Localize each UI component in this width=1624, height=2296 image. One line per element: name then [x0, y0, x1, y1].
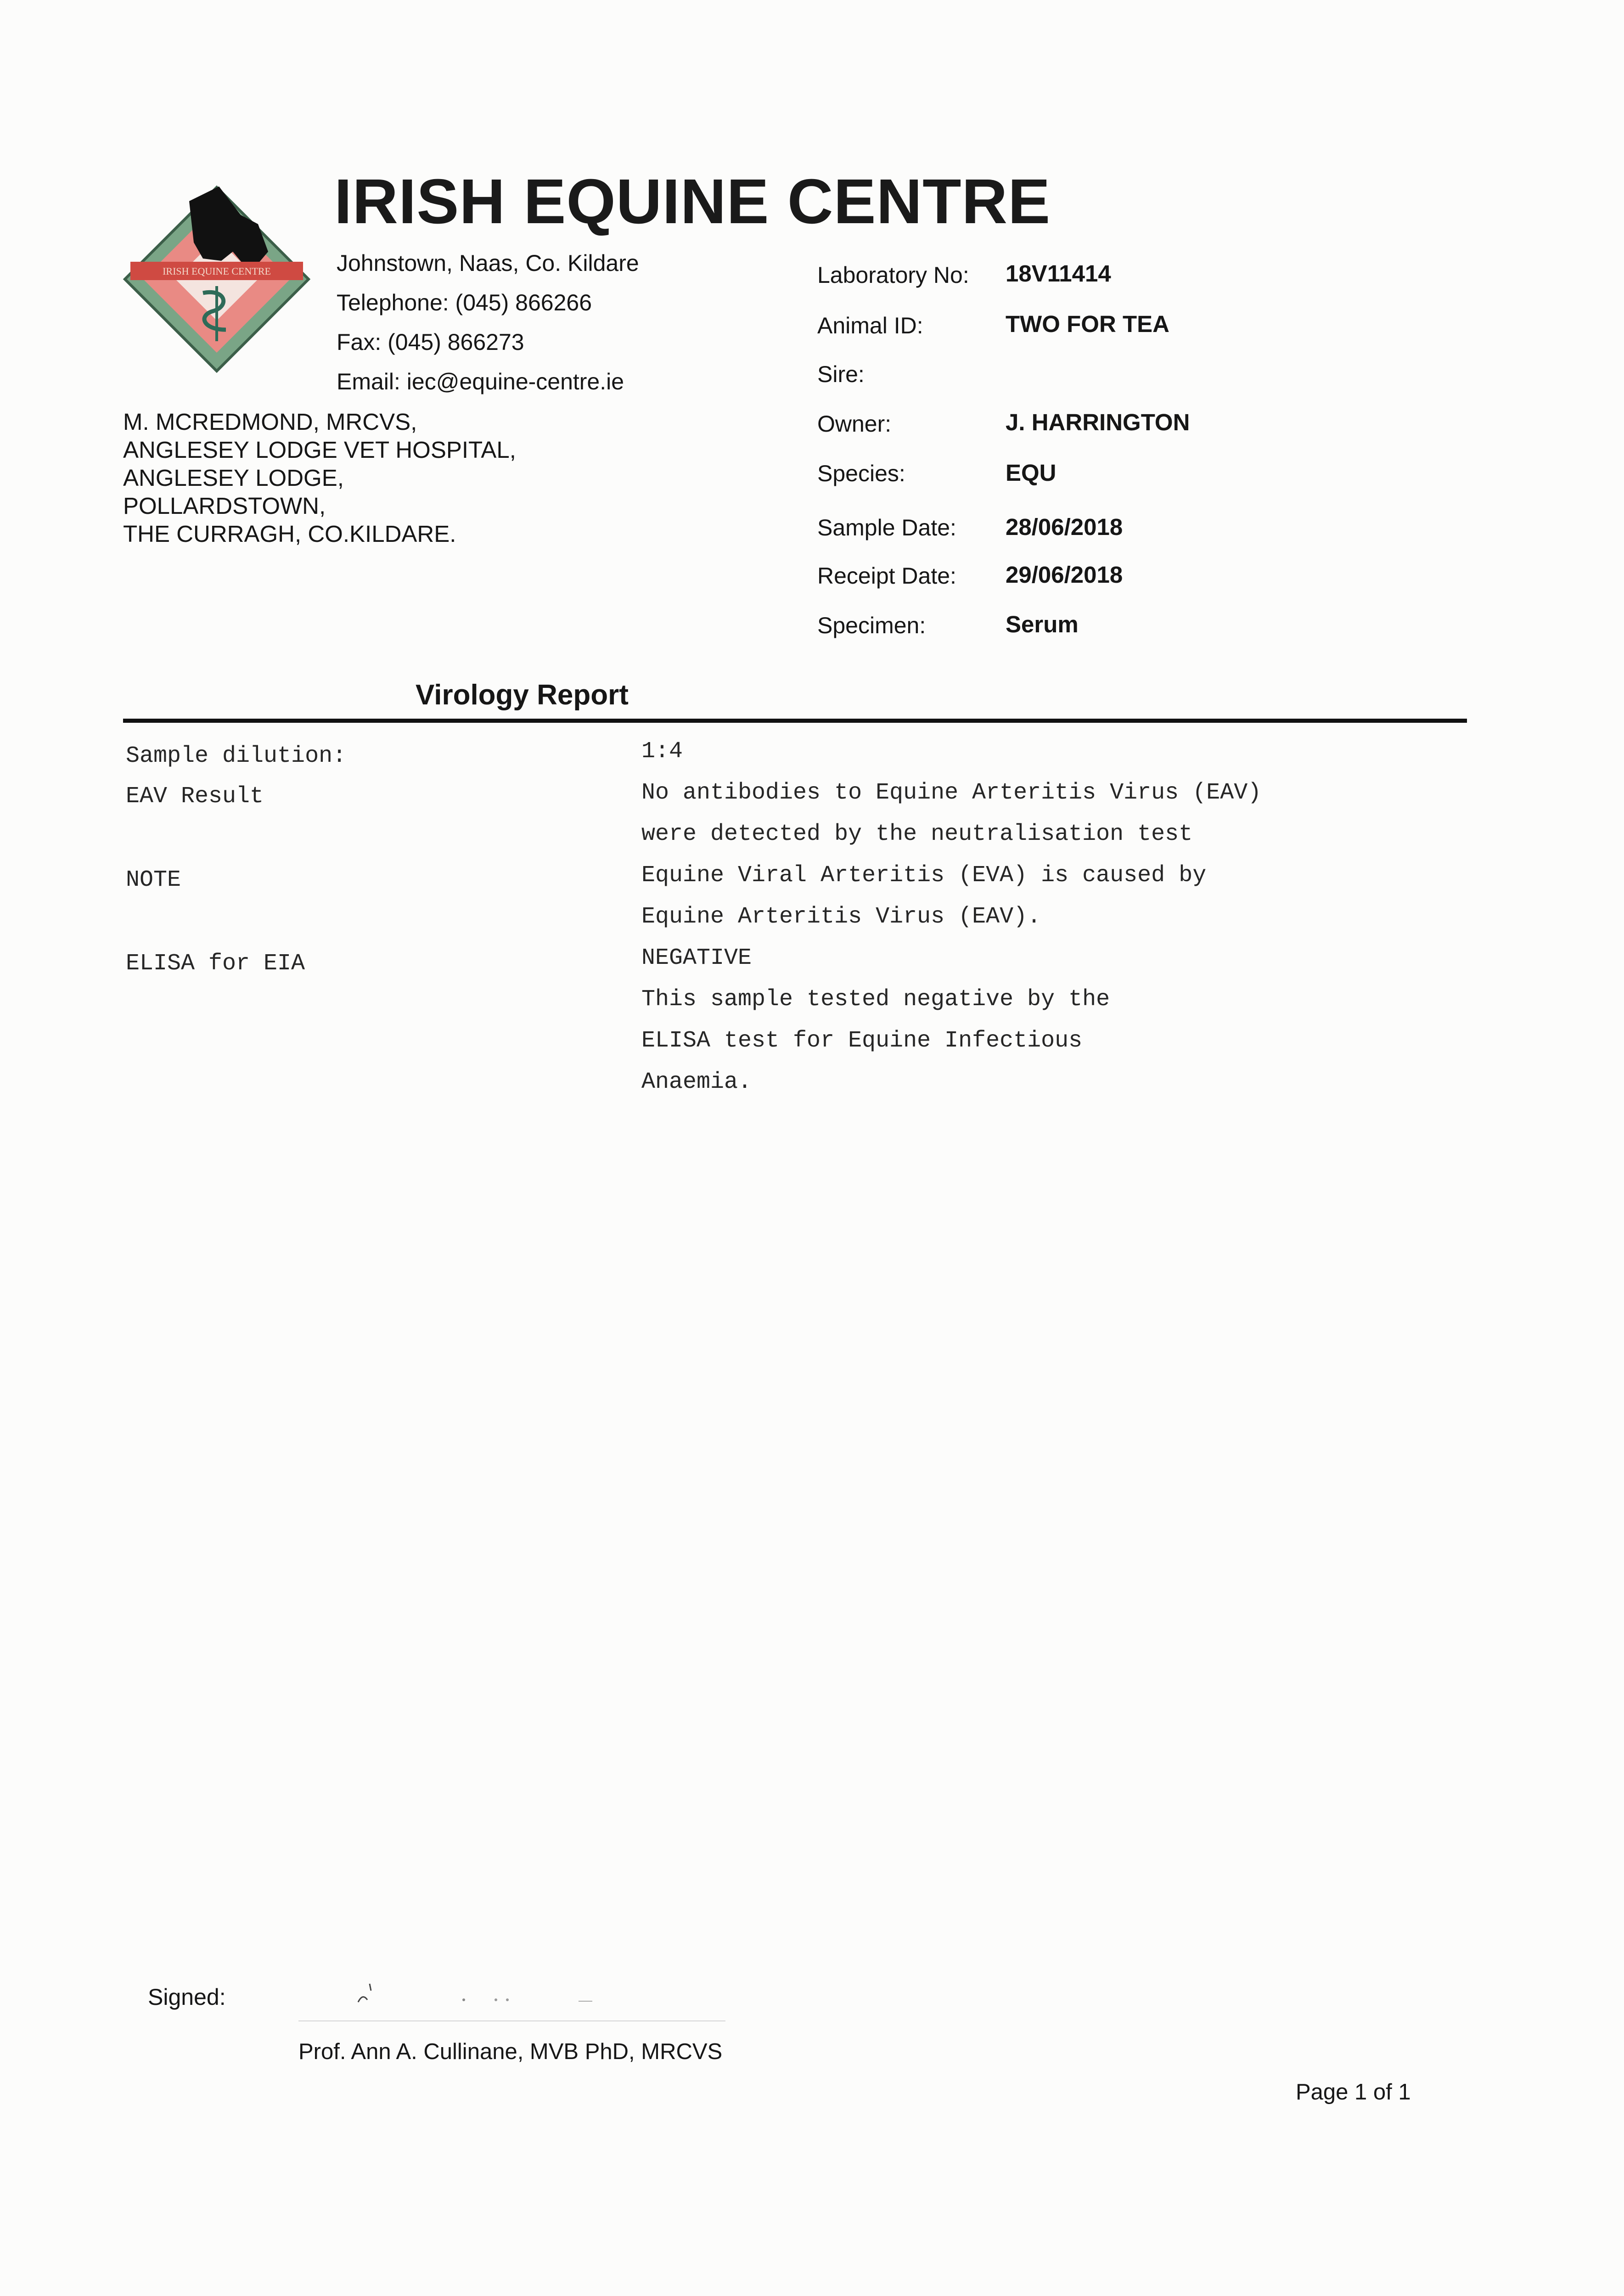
signature [349, 1975, 634, 2016]
recipient-line: THE CURRAGH, CO.KILDARE. [123, 521, 456, 547]
divider [123, 719, 1467, 723]
signature-line [298, 2020, 725, 2021]
result-line: No antibodies to Equine Arteritis Virus (EAV) [641, 780, 1262, 806]
contact-block [337, 243, 639, 401]
report-title: Virology Report [416, 679, 629, 711]
owner-value: J. HARRINGTON [1006, 409, 1190, 435]
sire-label: Sire: [817, 361, 865, 387]
signed-label: Signed: [148, 1984, 226, 2010]
recipient-line: ANGLESEY LODGE, [123, 465, 344, 491]
elisa-label: ELISA for EIA [126, 951, 305, 977]
organization-name: IRISH EQUINE CENTRE [334, 166, 1051, 237]
result-line: ELISA test for Equine Infectious [641, 1028, 1083, 1054]
result-line: This sample tested negative by the [641, 986, 1110, 1013]
result-line: were detected by the neutralisation test [641, 821, 1193, 847]
sample-dilution-label: Sample dilution: [126, 743, 347, 769]
animal-id-value: TWO FOR TEA [1006, 311, 1169, 337]
result-line: 1:4 [641, 738, 683, 765]
eav-result-label: EAV Result [126, 783, 264, 810]
email: Email: iec@equine-centre.ie [337, 369, 624, 394]
species-label: Species: [817, 461, 905, 486]
result-line: Equine Viral Arteritis (EVA) is caused by [641, 862, 1207, 889]
specimen-value: Serum [1006, 611, 1079, 637]
recipient-line: ANGLESEY LODGE VET HOSPITAL, [123, 437, 516, 463]
result-line: NEGATIVE [641, 945, 752, 971]
species-value: EQU [1006, 460, 1056, 486]
irish-equine-centre-logo [120, 183, 313, 376]
laboratory-no-label: Laboratory No: [817, 262, 969, 288]
logo-banner-text: IRISH EQUINE CENTRE [163, 265, 271, 277]
owner-label: Owner: [817, 411, 892, 437]
report-results [641, 731, 1261, 1103]
signatory-name: Prof. Ann A. Cullinane, MVB PhD, MRCVS [298, 2039, 723, 2064]
result-line: Anaemia. [641, 1069, 752, 1095]
result-line: Equine Arteritis Virus (EAV). [641, 904, 1041, 930]
receipt-date-label: Receipt Date: [817, 563, 956, 589]
animal-id-label: Animal ID: [817, 313, 923, 338]
telephone: Telephone: (045) 866266 [337, 290, 592, 315]
fax: Fax: (045) 866273 [337, 329, 524, 355]
recipient-address [123, 408, 516, 548]
laboratory-no-value: 18V11414 [1006, 260, 1111, 287]
organization-address: Johnstown, Naas, Co. Kildare [337, 250, 639, 276]
sample-date-label: Sample Date: [817, 515, 956, 540]
specimen-label: Specimen: [817, 613, 926, 638]
recipient-line: POLLARDSTOWN, [123, 493, 326, 519]
page-number: Page 1 of 1 [1296, 2080, 1411, 2105]
receipt-date-value: 29/06/2018 [1006, 562, 1123, 588]
recipient-line: M. MCREDMOND, MRCVS, [123, 409, 417, 435]
sample-date-value: 28/06/2018 [1006, 514, 1123, 540]
note-label: NOTE [126, 867, 181, 893]
